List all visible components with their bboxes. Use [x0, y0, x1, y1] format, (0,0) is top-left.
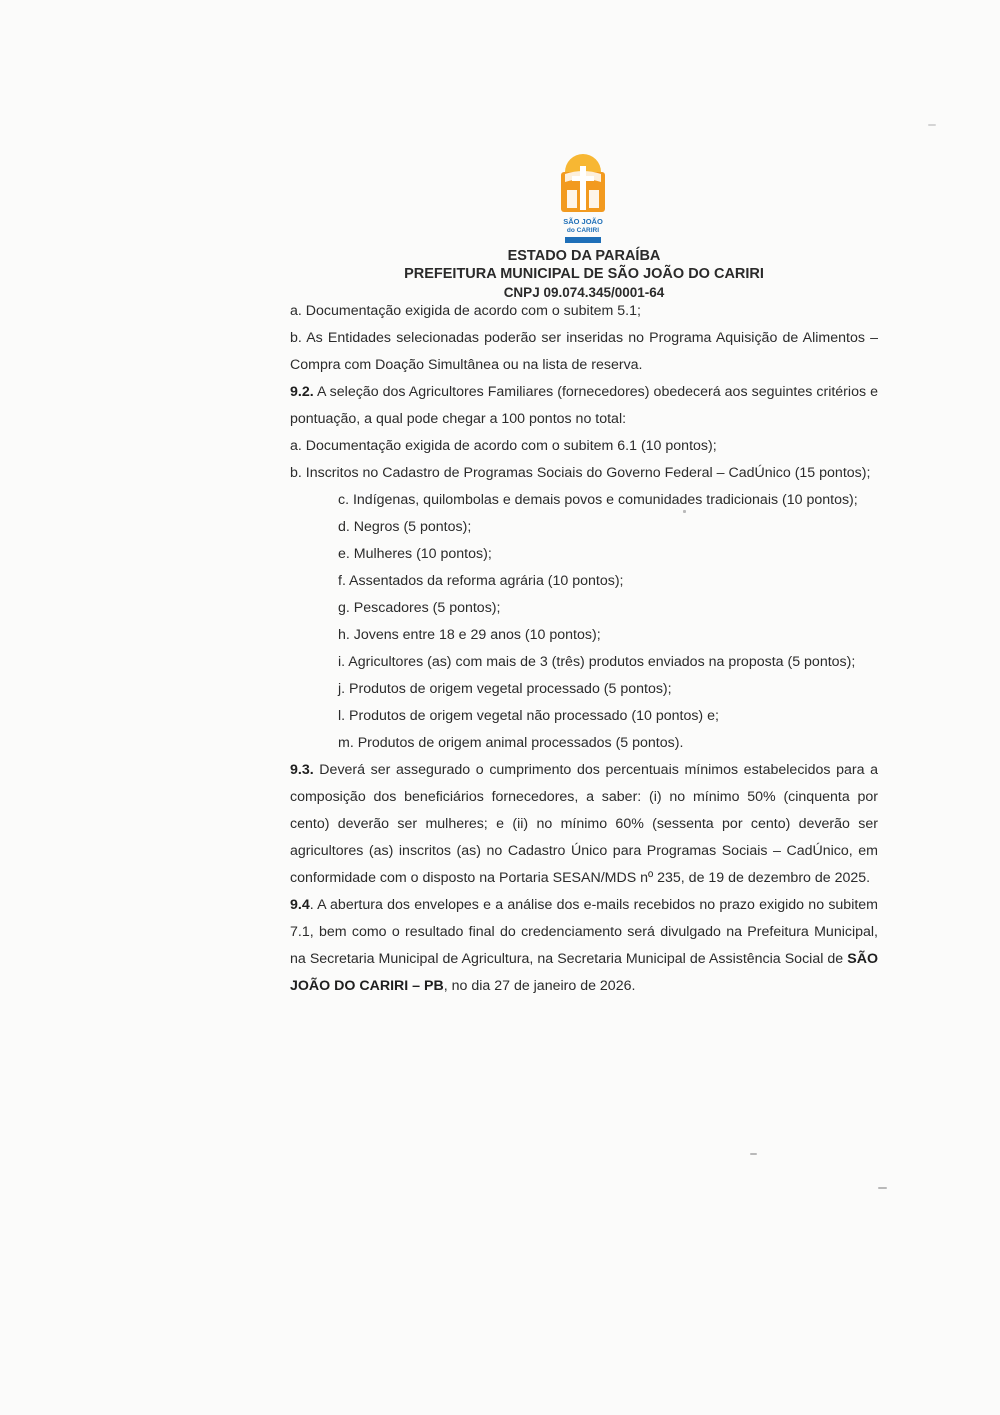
criterion-j: j. Produtos de origem vegetal processado (5 pontos); — [338, 681, 672, 697]
logo-text-line1: SÃO JOÃO — [563, 217, 603, 226]
section-9-3-number: 9.3. — [290, 762, 314, 778]
scan-speck — [928, 124, 936, 126]
scan-speck — [878, 1187, 887, 1189]
header-cnpj: CNPJ 09.074.345/0001-64 — [503, 285, 665, 300]
criterion-f: f. Assentados da reforma agrária (10 pontos); — [338, 573, 624, 589]
header-prefeitura: PREFEITURA MUNICIPAL DE SÃO JOÃO DO CARIRI — [404, 266, 764, 282]
logo-text-line2: do CARIRI — [566, 227, 600, 234]
document-body — [290, 298, 878, 1000]
section-9-2-text: A seleção dos Agricultores Familiares (fornecedores) obedecerá aos seguintes critérios e pontuação, a qual pode chegar a 100 pontos no total: — [290, 384, 878, 427]
criterion-e: e. Mulheres (10 pontos); — [338, 546, 492, 562]
paragraph-item-b: b. As Entidades selecionadas poderão ser inseridas no Programa Aquisição de Alimentos – Compra com Doação Simultânea ou na lista de reserva. — [290, 330, 878, 373]
criterion-b: b. Inscritos no Cadastro de Programas Sociais do Governo Federal – CadÚnico (15 pontos); — [290, 465, 871, 481]
section-9-3 — [290, 757, 878, 892]
criterion-c: c. Indígenas, quilombolas e demais povos e comunidades tradicionais (10 pontos); — [338, 492, 858, 508]
criterion-d: d. Negros (5 pontos); — [338, 519, 472, 535]
section-9-2-number: 9.2. — [290, 384, 314, 400]
section-9-2 — [290, 379, 878, 433]
header-state: ESTADO DA PARAÍBA — [507, 248, 661, 264]
section-9-4-text-b: , no dia 27 de janeiro de 2026. — [443, 978, 636, 994]
scan-speck — [683, 510, 686, 513]
criterion-g: g. Pescadores (5 pontos); — [338, 600, 501, 616]
criterion-a: a. Documentação exigida de acordo com o subitem 6.1 (10 pontos); — [290, 438, 717, 454]
criterion-i: i. Agricultores (as) com mais de 3 (três) produtos enviados na proposta (5 pontos); — [338, 654, 856, 670]
scan-speck — [750, 1153, 757, 1155]
criterion-m: m. Produtos de origem animal processados (5 pontos). — [338, 735, 684, 751]
section-9-4-text-a: . A abertura dos envelopes e a análise dos e-mails recebidos no prazo exigido no subitem 7.1, bem como o resultado final do credenciamento será divulgado na Prefeitura Municipal, na Secretaria Municipal de Agricultura, na Secretaria Municipal de Assistência Social de — [290, 897, 878, 967]
section-9-4-number: 9.4 — [290, 897, 310, 913]
section-9-3-text: Deverá ser assegurado o cumprimento dos percentuais mínimos estabelecidos para a composição dos beneficiários fornecedores, a saber: (i) no mínimo 50% (cinquenta por cento) deverão ser mulheres; e (ii) no mínimo 60% (sessenta por cento) deverão ser agricultores (as) inscritos (as) no Cadastro Único para Programas Sociais – CadÚnico, em conformidade com o disposto na Portaria SESAN/MDS nº 235, de 19 de dezembro de 2025. — [290, 762, 878, 886]
section-9-4 — [290, 892, 878, 1000]
criterion-h: h. Jovens entre 18 e 29 anos (10 pontos); — [338, 627, 601, 643]
municipal-logo — [553, 152, 613, 248]
paragraph-item-a: a. Documentação exigida de acordo com o subitem 5.1; — [290, 303, 641, 319]
section-9-4-city: SÃO JOÃO DO CARIRI – PB — [290, 951, 878, 994]
criterion-l: l. Produtos de origem vegetal não processado (10 pontos) e; — [338, 708, 719, 724]
